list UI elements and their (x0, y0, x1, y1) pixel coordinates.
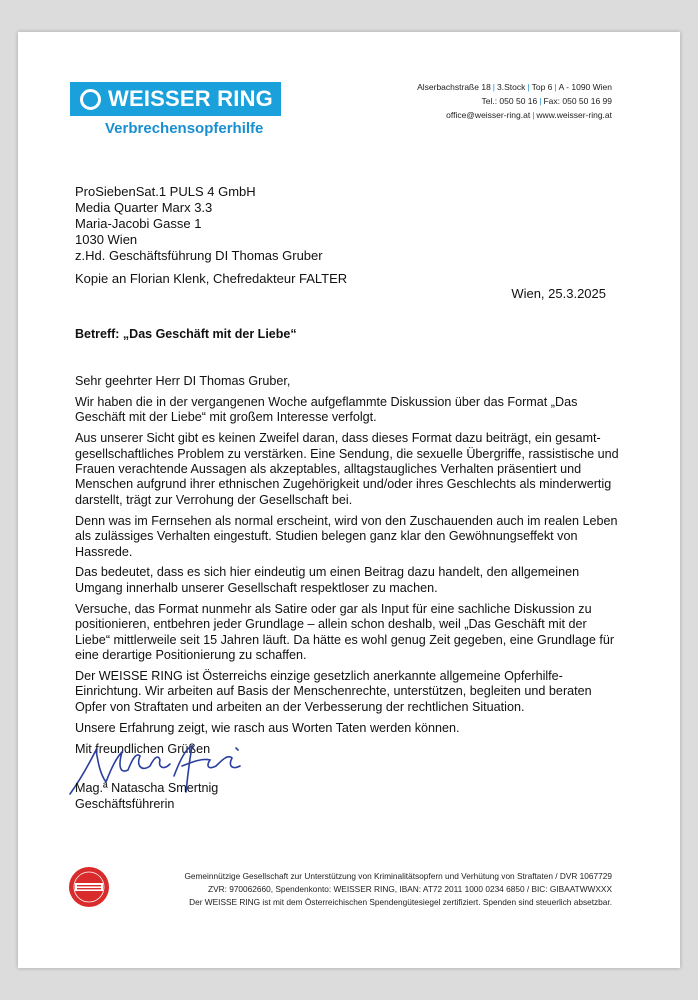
spenden-guetesiegel-seal-icon (68, 866, 110, 908)
letter-date: Wien, 25.3.2025 (511, 286, 606, 301)
copy-to: Kopie an Florian Klenk, Chefredakteur FALTER (75, 271, 348, 286)
signer-name: Mag.ª Natascha Smertnig (75, 781, 219, 795)
contact-top: Top 6 (531, 82, 553, 92)
footer (184, 870, 612, 909)
ring-icon (80, 89, 101, 110)
subject-line: Betreff: „Das Geschäft mit der Liebe“ (75, 327, 297, 341)
salutation: Sehr geehrter Herr DI Thomas Gruber, (75, 374, 291, 388)
recipient-line: z.Hd. Geschäftsführung DI Thomas Gruber (75, 248, 323, 263)
signer-title: Geschäftsführerin (75, 797, 175, 811)
body-paragraph: Unsere Erfahrung zeigt, wie rasch aus Worten Taten werden können. (75, 720, 460, 735)
contact-fax: Fax: 050 50 16 99 (543, 96, 612, 106)
contact-address: Alserbachstraße 18 | 3.Stock | Top 6 | A - 1090 Wien (417, 82, 612, 92)
footer-line: Gemeinnützige Gesellschaft zur Unterstützung von Kriminalitätsopfern und Verhütung von Straftaten / DVR 1067729 (184, 871, 612, 881)
body-paragraph: Das bedeutet, dass es sich hier eindeutig um einen Beitrag dazu handelt, den allgemeinen Umgang innerhalb unserer Gesellschaft respektloser zu machen. (75, 565, 580, 595)
footer-line: Der WEISSE RING ist mit dem Österreichischen Spendengütesiegel zertifiziert. Spenden sind steuerlich absetzbar. (189, 897, 612, 907)
body-paragraph: Versuche, das Format nunmehr als Satire oder gar als Input für eine sachliche Diskussion zu positionieren, entbehren jeder Grundlage – allein schon deshalb, weil „Das Geschäft mit der Liebe“ mittlerweile seit 15 Jahren läuft. Da hätte es wohl genug Zeit gegeben, eine Grundlage für eine derartige Positionierung zu schaffen. (75, 601, 615, 662)
contact-tel: Tel.: 050 50 16 (481, 96, 538, 106)
letter-page (18, 32, 680, 968)
footer-line: ZVR: 970062660, Spendenkonto: WEISSER RING, IBAN: AT72 2011 1000 0234 6850 / BIC: GIBAATWWXXX (208, 884, 612, 894)
weisser-ring-logo (70, 82, 281, 116)
recipient-line: Media Quarter Marx 3.3 (75, 200, 213, 215)
logo-name: WEISSER RING (108, 86, 273, 111)
recipient-line: ProSiebenSat.1 PULS 4 GmbH (75, 184, 256, 199)
recipient-line: 1030 Wien (75, 232, 138, 247)
body-paragraph: Denn was im Fernsehen als normal erscheint, wird von den Zuschauenden auch im realen Leben als zulässiges Verhalten eingestuft. Studien belegen ganz klar den Gewöhnungseffekt von Hassrede. (75, 513, 618, 559)
contact-online: office@weisser-ring.at | www.weisser-ring.at (446, 110, 612, 120)
contact-floor: 3.Stock (497, 82, 526, 92)
body-paragraph: Wir haben die in der vergangenen Woche aufgeflammte Diskussion über das Format „Das Geschäft mit der Liebe“ mit großem Interesse verfolgt. (75, 394, 578, 425)
contact-phone: Tel.: 050 50 16 | Fax: 050 50 16 99 (481, 96, 612, 106)
contact-street: Alserbachstraße 18 (417, 82, 491, 92)
letter-body (75, 374, 620, 762)
body-paragraph: Der WEISSE RING ist Österreichs einzige gesetzlich anerkannte allgemeine Opferhilfe-Einrichtung. Wir arbeiten auf Basis der Menschenrechte, unterstützen, begleiten und beraten Opfer von Straftaten und arbeiten an der Verbesserung der rechtlichen Situation. (75, 668, 592, 714)
recipient-line: Maria-Jacobi Gasse 1 (75, 216, 202, 231)
signer-block (75, 780, 218, 812)
contact-email[interactable]: office@weisser-ring.at (446, 110, 531, 120)
contact-website[interactable]: www.weisser-ring.at (536, 110, 612, 120)
contact-city: A - 1090 Wien (558, 82, 612, 92)
logo-tagline: Verbrechensopferhilfe (105, 120, 264, 137)
closing: Mit freundlichen Grüßen (75, 741, 211, 756)
body-paragraph: Aus unserer Sicht gibt es keinen Zweifel daran, dass dieses Format dazu beiträgt, ein gesamt-gesellschaftliches Problem zu verstärken. Eine Sendung, die sexuelle Übergriffe, rassistische und Frauen verachtende Aussagen als akzeptables, alltagstaugliches Verhalten präsentiert und Menschen aufgrund ihrer ethnischen Zugehörigkeit und/oder ihres Geschlechts als minderwertig darstellt, trägt zur Verrohung der Gesellschaft bei. (75, 431, 619, 507)
recipient-address (75, 184, 323, 264)
